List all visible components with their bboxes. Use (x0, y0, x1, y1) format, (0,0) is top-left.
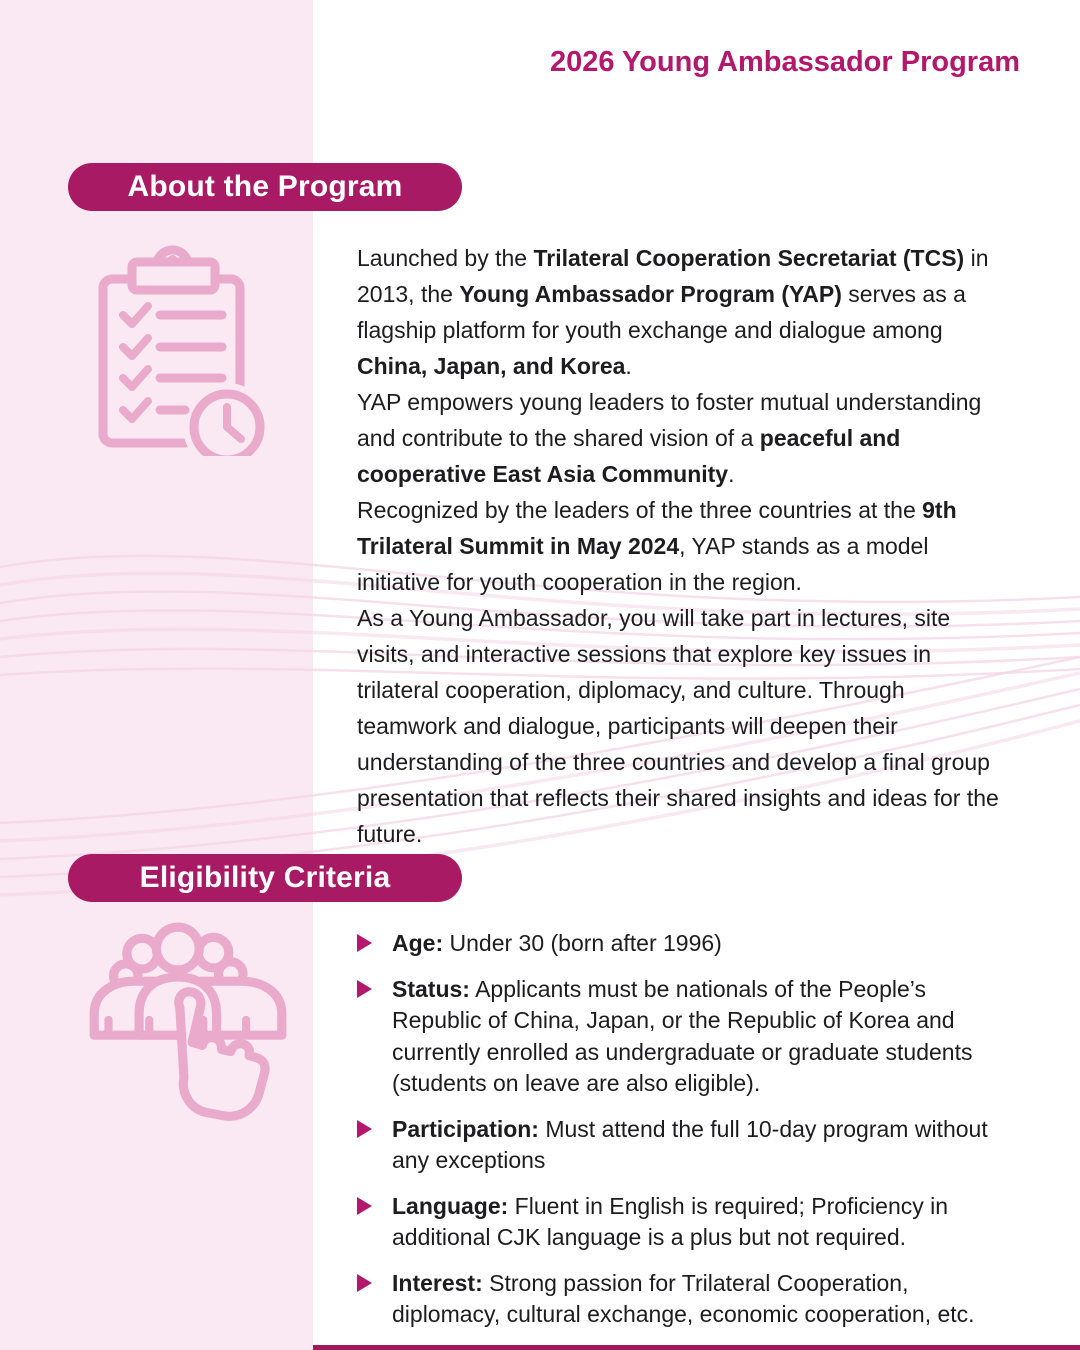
item-body (392, 1114, 1019, 1177)
item-text: Applicants must be nationals of the People’s Republic of China, Japan, or the Republic of Korea and currently enrolled as undergraduate or graduate students (students on leave are also eligible). (392, 975, 973, 1096)
footer-accent-bar (313, 1345, 1080, 1350)
item-label: Interest: (392, 1269, 483, 1296)
paragraph: Recognized by the leaders of the three countries at the 9th Trilateral Summit in May 2024, YAP stands as a model initiative for youth cooperation in the region. (357, 497, 957, 595)
paragraph: As a Young Ambassador, you will take part in lectures, site visits, and interactive sessions that explore key issues in trilateral cooperation, diplomacy, and culture. Through teamwork and dialogue, participants will deepen their understanding of the three countries and develop a final group presentation that reflects their shared insights and ideas for the future. (357, 605, 999, 847)
eligibility-item (357, 928, 1019, 960)
paragraph: YAP empowers young leaders to foster mutual understanding and contribute to the shared vision of a peaceful and cooperative East Asia Community. (357, 389, 982, 487)
triangle-bullet-icon (357, 934, 372, 952)
item-body (392, 1191, 1019, 1254)
item-label: Participation: (392, 1115, 539, 1142)
eligibility-list (357, 928, 1019, 1345)
about-paragraphs (357, 240, 1009, 852)
triangle-bullet-icon (357, 980, 372, 998)
section-title: About the Program (127, 170, 403, 203)
eligibility-item (357, 1268, 1019, 1331)
triangle-bullet-icon (357, 1274, 372, 1292)
group-tap-icon (86, 920, 290, 1130)
item-text: Must attend the full 10-day program without any exceptions (392, 1115, 988, 1173)
eligibility-item (357, 1191, 1019, 1254)
section-title: Eligibility Criteria (139, 861, 391, 894)
clipboard-checklist-clock-icon (98, 236, 298, 456)
triangle-bullet-icon (357, 1197, 372, 1215)
paragraph: Launched by the Trilateral Cooperation Secretariat (TCS) in 2013, the Young Ambassador Program (YAP) serves as a flagship platform for youth exchange and dialogue among China, Japan, and Korea. (357, 245, 989, 379)
item-text: Strong passion for Trilateral Cooperation, diplomacy, cultural exchange, economic cooperation, etc. (392, 1269, 975, 1327)
item-body (392, 928, 1019, 960)
item-label: Language: (392, 1192, 509, 1219)
section-header-eligibility (68, 854, 462, 902)
eligibility-item (357, 1114, 1019, 1177)
item-label: Age: (392, 930, 444, 956)
eligibility-item (357, 974, 1019, 1100)
item-label: Status: (392, 975, 470, 1002)
section-header-about (68, 163, 462, 211)
item-body (392, 974, 1019, 1100)
item-body (392, 1268, 1019, 1331)
triangle-bullet-icon (357, 1120, 372, 1138)
page-title: 2026 Young Ambassador Program (549, 46, 1020, 78)
item-text: Under 30 (born after 1996) (443, 930, 722, 956)
item-text: Fluent in English is required; Proficiency in additional CJK language is a plus but not required. (392, 1192, 949, 1250)
